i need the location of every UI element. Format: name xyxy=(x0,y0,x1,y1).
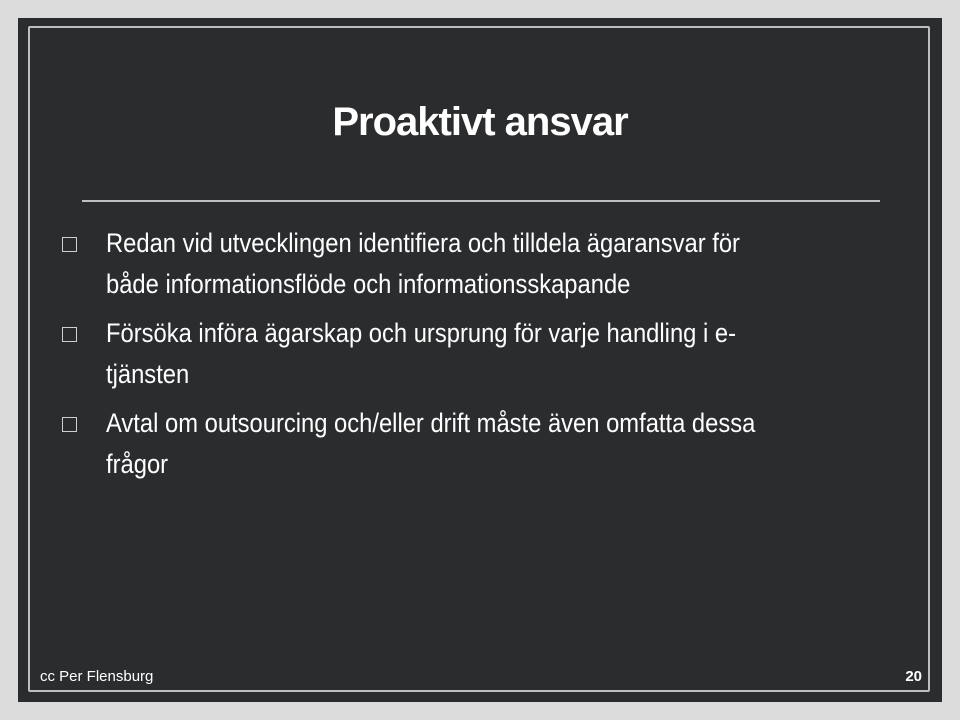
bullet-text-line: Redan vid utvecklingen identifiera och tilldela ägaransvar för xyxy=(106,228,740,258)
checkbox-bullet-icon xyxy=(62,327,77,342)
bullet-item xyxy=(58,223,908,305)
slide-board xyxy=(18,18,942,702)
page-number: 20 xyxy=(905,668,922,685)
slide-title: Proaktivt ansvar xyxy=(332,100,628,144)
bullet-text-line: Försöka införa ägarskap och ursprung för varje handling i e- xyxy=(106,318,736,348)
bullet-text-line: både informationsflöde och informationsskapande xyxy=(106,269,631,299)
bullet-text-line: tjänsten xyxy=(106,359,190,389)
checkbox-bullet-icon xyxy=(62,237,77,252)
bullet-list xyxy=(58,223,908,493)
bullet-item xyxy=(58,403,908,485)
checkbox-bullet-icon xyxy=(62,417,77,432)
bullet-text-line: Avtal om outsourcing och/eller drift måste även omfatta dessa xyxy=(106,408,756,438)
bullet-text-line: frågor xyxy=(106,449,169,479)
footer-credit: cc Per Flensburg xyxy=(40,668,154,685)
title-divider xyxy=(82,200,880,202)
bullet-item xyxy=(58,313,908,395)
